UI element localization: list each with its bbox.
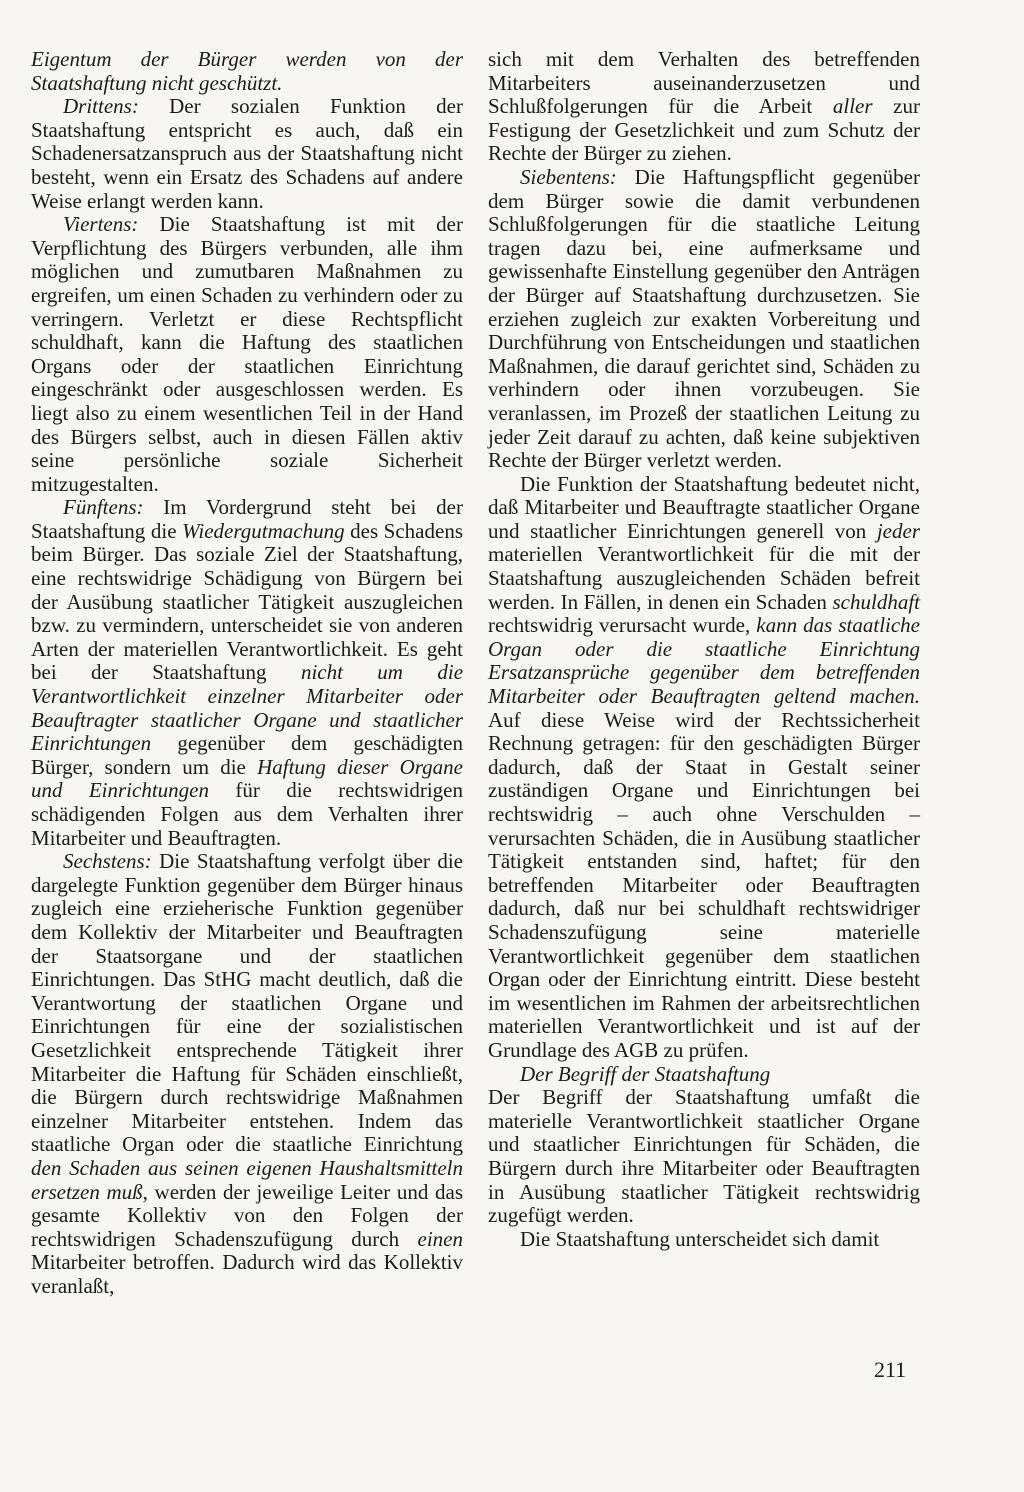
paragraph-text: Die Staatshaftung verfolgt über die dargelegte Funktion gegenüber dem Bürger hinaus zugleich eine erzieherische Funktion gegenüber dem Kollektiv der Mitarbeiter und Beauftragten der Staatsorgane und der staatlichen Einrichtungen. Das StHG macht deutlich, daß die Verantwortung der staatlichen Organe und Einrichtungen für eine der sozialistischen Gesetzlichkeit entsprechende Tätigkeit ihrer Mitarbeiter die Haftung für Schäden einschließt, die Bürgern durch rechtswidrige Maßnahmen einzelner Mitarbeiter entstehen. Indem das staatliche Organ oder die staatliche Einrichtung: [31, 849, 463, 1157]
emphasis-text: schuldhaft: [832, 589, 920, 614]
paragraph-final: Die Staatshaftung unterscheidet sich damit: [520, 1226, 880, 1251]
paragraph-text: Der sozialen Funktion der Staatshaftung entspricht es auch, daß ein Schadenersatzanspruch aus der Staatshaftung nicht besteht, wenn ein Ersatz des Schadens auf andere Weise erlangt werden kann.: [31, 94, 463, 213]
section-heading: Der Begriff der Staatshaftung: [520, 1061, 771, 1086]
emphasis-text: jeder: [876, 518, 920, 543]
paragraph-begriff: Der Begriff der Staatshaftung umfaßt die materielle Verantwortlichkeit staatlicher Organe und staatlicher Einrichtungen für Schäden, die Bürgern durch ihre Mitarbeiter oder Beauftragten in Ausübung staatlicher Tätigkeit rechtswidrig zugefügt werden.: [488, 1085, 920, 1228]
paragraph-siebentens: [488, 166, 920, 473]
paragraph-text: zur Festigung der Gesetzlichkeit und zum Schutz der Rechte der Bürger zu ziehen.: [488, 94, 920, 166]
paragraph-text: gegenüber dem geschädigten Bürger, sondern um die: [31, 731, 463, 779]
paragraph-text: materiellen Verantwortlichkeit für die mit der Staatshaftung auszugleichenden Schäden befreit werden. In Fällen, in denen ein Schaden: [488, 542, 920, 614]
paragraph-text: Auf diese Weise wird der Rechtssicherheit Rechnung getragen: für den geschädigten Bürger dadurch, daß der Staat in Gestalt seiner zuständigen Organe und Einrichtungen bei rechtswidrig – auch ohne Verschulden – verursachten Schäden, die in Ausübung staatlicher Tätigkeit entstanden sind, haftet; für den betreffenden Mitarbeiter oder Beauftragten dadurch, daß nur bei schuldhaft rechtswidriger Schadenszufügung seine materielle Verantwortlichkeit gegenüber dem staatlichen Organ oder der Einrichtung eintritt. Diese besteht im wesentlichen im Rahmen der arbeitsrechtlichen materiellen Verantwortlichkeit und ist auf der Grundlage des AGB zu prüfen.: [488, 707, 920, 1062]
emphasis-text: Eigentum der Bürger werden von der Staatshaftung nicht geschützt.: [31, 47, 463, 95]
paragraph-text: Mitarbeiter betroffen. Dadurch wird das Kollektiv veranlaßt,: [31, 1250, 463, 1298]
paragraph-drittens: [31, 95, 463, 213]
paragraph-lead: Fünftens:: [63, 495, 144, 520]
emphasis-text: kann das staatliche Organ oder die staatliche Einrichtung Ersatzansprüche gegenüber dem betreffenden Mitarbeiter oder Beauftragten geltend machen.: [488, 613, 921, 709]
paragraph-text: Die Staatshaftung ist mit der Verpflichtung des Bürgers verbunden, alle ihm möglichen und zumutbaren Maßnahmen zu ergreifen, um einen Schaden zu verhindern oder zu verringern. Verletzt er diese Rechtspflicht schuldhaft, kann die Haftung des staatlichen Organs oder der staatlichen Einrichtung eingeschränkt oder ausgeschlossen werden. Es liegt also zu einem wesentlichen Teil in der Hand des Bürgers selbst, auch in diesen Fällen aktiv seine persönliche soziale Sicherheit mitzugestalten.: [31, 212, 463, 496]
emphasis-text: den Schaden aus seinen eigenen Haushaltsmitteln ersetzen muß: [31, 1155, 463, 1204]
paragraph-text: des Schadens beim Bürger. Das soziale Ziel der Staatshaftung, eine rechtswidrige Schädigung von Bürgern bei der Ausübung staatlicher Tätigkeit auszugleichen bzw. zu vermindern, unterscheidet sie von anderen Arten der materiellen Verantwortlichkeit. Es geht bei der Staatshaftung: [31, 518, 463, 685]
paragraph-text: für die rechtswidrigen schädigenden Folgen aus dem Verhalten ihrer Mitarbeiter und Beauftragten.: [31, 778, 463, 850]
paragraph-text: rechtswidrig verursacht wurde,: [488, 613, 757, 638]
page-number: 211: [874, 1357, 907, 1382]
emphasis-text: Haftung dieser Organe und Einrichtungen: [31, 754, 463, 803]
paragraph-funktion: [488, 473, 920, 1063]
paragraph-viertens: [31, 213, 463, 496]
left-column: [31, 48, 463, 1298]
emphasis-text: einen: [417, 1226, 463, 1251]
paragraph-text: , werden der jeweilige Leiter und das gesamte Kollektiv von den Folgen der rechtswidrigen Schadenszufügung durch: [31, 1179, 463, 1251]
emphasis-text: Wiedergutmachung: [182, 518, 345, 543]
paragraph-text: Die Funktion der Staatshaftung bedeutet nicht, daß Mitarbeiter und Beauftragte staatlicher Organe und staatlicher Einrichtungen generell von: [488, 471, 920, 543]
paragraph-lead: Siebentens:: [520, 164, 617, 189]
emphasis-text: nicht um die Verantwortlichkeit einzelner Mitarbeiter oder Beauftragter staatlicher Organe und staatlicher Einrichtungen: [31, 660, 464, 756]
paragraph-lead: Sechstens:: [63, 849, 152, 874]
paragraph-text: Die Haftungspflicht gegenüber dem Bürger sowie die damit verbundenen Schlußfolgerungen für die staatliche Leitung tragen dazu bei, eine aufmerksame und gewissenhafte Einstellung gegenüber den Anträgen der Bürger auf Staatshaftung durchzusetzen. Sie erziehen zugleich zur exakten Vorbereitung und Durchführung von Entscheidungen und staatlichen Maßnahmen, die darauf gerichtet sind, Schäden zu verhindern oder ihnen vorzubeugen. Sie veranlassen, im Prozeß der staatlichen Leitung zu jeder Zeit darauf zu achten, daß keine subjektiven Rechte der Bürger verletzt werden.: [488, 164, 920, 473]
paragraph-lead: Drittens:: [63, 94, 139, 119]
emphasis-text: aller: [832, 94, 873, 119]
paragraph-text: Im Vordergrund steht bei der Staatshaftung die: [31, 495, 463, 543]
right-column: [488, 48, 920, 1251]
paragraph-sechstens: [31, 850, 463, 1298]
paragraph-continuation: [488, 48, 920, 166]
paragraph-continuation: [31, 48, 463, 95]
paragraph-fuenftens: [31, 496, 463, 850]
paragraph-text: sich mit dem Verhalten des betreffenden Mitarbeiters auseinanderzusetzen und Schlußfolgerungen für die Arbeit: [488, 47, 920, 119]
paragraph-lead: Viertens:: [63, 212, 139, 237]
